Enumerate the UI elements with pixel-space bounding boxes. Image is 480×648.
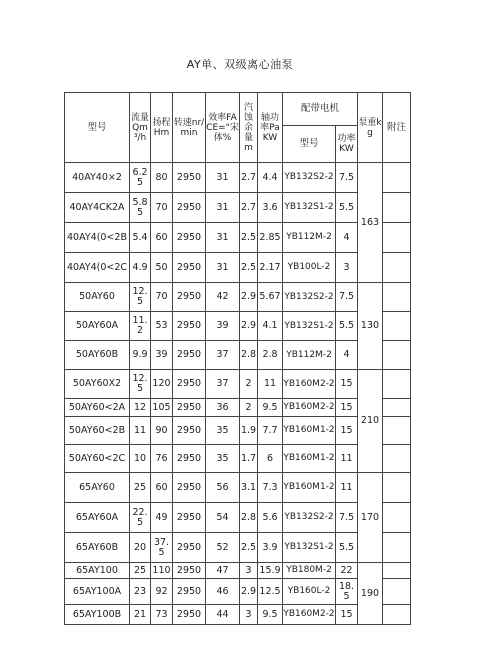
cell-head: 49 bbox=[151, 503, 173, 533]
cell-flow: 11.2 bbox=[130, 312, 151, 341]
cell-speed: 2950 bbox=[173, 445, 206, 473]
header-note: 附注 bbox=[383, 93, 411, 163]
table-row bbox=[65, 283, 411, 312]
cell-flow: 5.4 bbox=[130, 223, 151, 253]
table-row bbox=[65, 370, 411, 399]
cell-motor-power: 3 bbox=[336, 253, 358, 283]
cell-speed: 2950 bbox=[173, 605, 206, 625]
cell-motor-model: YB132S1-2 bbox=[283, 312, 336, 341]
cell-motor-power: 18.5 bbox=[336, 579, 358, 605]
cell-pump-weight: 130 bbox=[358, 283, 383, 370]
cell-motor-power: 15 bbox=[336, 605, 358, 625]
cell-flow: 25 bbox=[130, 563, 151, 579]
cell-note bbox=[383, 473, 411, 503]
cell-head: 90 bbox=[151, 417, 173, 445]
cell-head: 37.5 bbox=[151, 533, 173, 563]
cell-npsh: 2.9 bbox=[240, 283, 258, 312]
cell-shaft-power: 6 bbox=[258, 445, 283, 473]
cell-speed: 2950 bbox=[173, 533, 206, 563]
cell-model: 40AY4(0<2C bbox=[65, 253, 130, 283]
cell-shaft-power: 7.3 bbox=[258, 473, 283, 503]
cell-motor-model: YB112M-2 bbox=[283, 223, 336, 253]
cell-motor-power: 15 bbox=[336, 370, 358, 399]
cell-note bbox=[383, 579, 411, 605]
cell-flow: 10 bbox=[130, 445, 151, 473]
cell-npsh: 2.8 bbox=[240, 341, 258, 370]
cell-speed: 2950 bbox=[173, 473, 206, 503]
cell-motor-model: YB160M1-2 bbox=[283, 417, 336, 445]
header-pump-weight: 泵重kg bbox=[358, 93, 383, 163]
cell-flow: 5.85 bbox=[130, 193, 151, 223]
cell-efficiency: 36 bbox=[206, 399, 240, 417]
header-model: 型号 bbox=[65, 93, 130, 163]
cell-model: 50AY60<2B bbox=[65, 417, 130, 445]
cell-efficiency: 44 bbox=[206, 605, 240, 625]
cell-shaft-power: 3.9 bbox=[258, 533, 283, 563]
cell-model: 65AY100B bbox=[65, 605, 130, 625]
cell-shaft-power: 5.67 bbox=[258, 283, 283, 312]
cell-efficiency: 31 bbox=[206, 163, 240, 193]
cell-speed: 2950 bbox=[173, 370, 206, 399]
cell-npsh: 3 bbox=[240, 605, 258, 625]
cell-note bbox=[383, 533, 411, 563]
cell-head: 105 bbox=[151, 399, 173, 417]
cell-npsh: 2.5 bbox=[240, 253, 258, 283]
cell-motor-power: 5.5 bbox=[336, 193, 358, 223]
cell-note bbox=[383, 283, 411, 312]
cell-shaft-power: 11 bbox=[258, 370, 283, 399]
cell-model: 65AY60 bbox=[65, 473, 130, 503]
cell-npsh: 1.9 bbox=[240, 417, 258, 445]
cell-model: 65AY60B bbox=[65, 533, 130, 563]
cell-speed: 2950 bbox=[173, 399, 206, 417]
cell-motor-model: YB100L-2 bbox=[283, 253, 336, 283]
cell-note bbox=[383, 563, 411, 579]
cell-motor-power: 4 bbox=[336, 223, 358, 253]
cell-speed: 2950 bbox=[173, 312, 206, 341]
cell-efficiency: 31 bbox=[206, 223, 240, 253]
cell-npsh: 2.8 bbox=[240, 503, 258, 533]
cell-head: 39 bbox=[151, 341, 173, 370]
header-motor-power: 功率KW bbox=[336, 126, 358, 163]
cell-shaft-power: 7.7 bbox=[258, 417, 283, 445]
cell-head: 120 bbox=[151, 370, 173, 399]
cell-npsh: 2.5 bbox=[240, 223, 258, 253]
cell-shaft-power: 4.1 bbox=[258, 312, 283, 341]
cell-model: 50AY60X2 bbox=[65, 370, 130, 399]
header-efficiency: 效率FACE="宋体% bbox=[206, 93, 240, 163]
cell-head: 50 bbox=[151, 253, 173, 283]
cell-shaft-power: 4.4 bbox=[258, 163, 283, 193]
cell-motor-model: YB180M-2 bbox=[283, 563, 336, 579]
document-title: AY单、双级离心油泵 bbox=[186, 58, 294, 71]
cell-pump-weight: 210 bbox=[358, 370, 383, 473]
cell-flow: 12 bbox=[130, 399, 151, 417]
cell-shaft-power: 2.8 bbox=[258, 341, 283, 370]
cell-model: 40AY4(0<2B bbox=[65, 223, 130, 253]
cell-motor-power: 5.5 bbox=[336, 533, 358, 563]
header-motor-model: 型号 bbox=[283, 126, 336, 163]
cell-flow: 6.25 bbox=[130, 163, 151, 193]
cell-motor-model: YB132S2-2 bbox=[283, 283, 336, 312]
cell-motor-power: 11 bbox=[336, 473, 358, 503]
table-row bbox=[65, 563, 411, 579]
cell-motor-model: YB132S2-2 bbox=[283, 163, 336, 193]
cell-motor-power: 5.5 bbox=[336, 312, 358, 341]
cell-flow: 23 bbox=[130, 579, 151, 605]
cell-head: 60 bbox=[151, 223, 173, 253]
cell-shaft-power: 2.17 bbox=[258, 253, 283, 283]
cell-model: 50AY60 bbox=[65, 283, 130, 312]
cell-motor-power: 15 bbox=[336, 417, 358, 445]
cell-flow: 11 bbox=[130, 417, 151, 445]
header-head: 扬程Hm bbox=[151, 93, 173, 163]
cell-head: 73 bbox=[151, 605, 173, 625]
cell-motor-model: YB160L-2 bbox=[283, 579, 336, 605]
cell-head: 92 bbox=[151, 579, 173, 605]
cell-shaft-power: 12.5 bbox=[258, 579, 283, 605]
cell-npsh: 2.9 bbox=[240, 579, 258, 605]
cell-efficiency: 54 bbox=[206, 503, 240, 533]
header-npsh: 汽蚀余量m bbox=[240, 93, 258, 163]
cell-flow: 4.9 bbox=[130, 253, 151, 283]
cell-npsh: 3 bbox=[240, 563, 258, 579]
cell-motor-model: YB132S1-2 bbox=[283, 193, 336, 223]
cell-pump-weight: 163 bbox=[358, 163, 383, 283]
cell-pump-weight: 170 bbox=[358, 473, 383, 563]
cell-shaft-power: 9.5 bbox=[258, 605, 283, 625]
cell-head: 76 bbox=[151, 445, 173, 473]
cell-efficiency: 47 bbox=[206, 563, 240, 579]
cell-motor-power: 7.5 bbox=[336, 503, 358, 533]
cell-npsh: 3.1 bbox=[240, 473, 258, 503]
cell-efficiency: 39 bbox=[206, 312, 240, 341]
cell-motor-model: YB160M2-2 bbox=[283, 370, 336, 399]
cell-npsh: 2 bbox=[240, 399, 258, 417]
cell-motor-model: YB112M-2 bbox=[283, 341, 336, 370]
cell-shaft-power: 2.85 bbox=[258, 223, 283, 253]
cell-efficiency: 56 bbox=[206, 473, 240, 503]
cell-note bbox=[383, 312, 411, 341]
cell-model: 50AY60<2C bbox=[65, 445, 130, 473]
cell-speed: 2950 bbox=[173, 563, 206, 579]
cell-speed: 2950 bbox=[173, 579, 206, 605]
header-speed: 转速nr/min bbox=[173, 93, 206, 163]
cell-npsh: 1.7 bbox=[240, 445, 258, 473]
cell-motor-model: YB132S2-2 bbox=[283, 503, 336, 533]
cell-note bbox=[383, 223, 411, 253]
cell-model: 40AY40×2 bbox=[65, 163, 130, 193]
cell-efficiency: 31 bbox=[206, 193, 240, 223]
cell-speed: 2950 bbox=[173, 341, 206, 370]
cell-note bbox=[383, 605, 411, 625]
cell-model: 50AY60B bbox=[65, 341, 130, 370]
cell-pump-weight: 190 bbox=[358, 563, 383, 625]
cell-shaft-power: 3.6 bbox=[258, 193, 283, 223]
cell-speed: 2950 bbox=[173, 253, 206, 283]
cell-motor-model: YB160M2-2 bbox=[283, 399, 336, 417]
cell-speed: 2950 bbox=[173, 503, 206, 533]
cell-npsh: 2.5 bbox=[240, 533, 258, 563]
cell-speed: 2950 bbox=[173, 163, 206, 193]
cell-flow: 22.5 bbox=[130, 503, 151, 533]
cell-npsh: 2.9 bbox=[240, 312, 258, 341]
cell-flow: 20 bbox=[130, 533, 151, 563]
cell-motor-model: YB132S1-2 bbox=[283, 533, 336, 563]
cell-speed: 2950 bbox=[173, 223, 206, 253]
cell-note bbox=[383, 399, 411, 417]
cell-motor-model: YB160M1-2 bbox=[283, 445, 336, 473]
cell-speed: 2950 bbox=[173, 417, 206, 445]
cell-note bbox=[383, 417, 411, 445]
cell-flow: 21 bbox=[130, 605, 151, 625]
cell-note bbox=[383, 445, 411, 473]
cell-model: 40AY4CK2A bbox=[65, 193, 130, 223]
table-row bbox=[65, 163, 411, 193]
cell-motor-power: 15 bbox=[336, 399, 358, 417]
cell-efficiency: 37 bbox=[206, 370, 240, 399]
cell-efficiency: 35 bbox=[206, 417, 240, 445]
cell-flow: 9.9 bbox=[130, 341, 151, 370]
cell-efficiency: 31 bbox=[206, 253, 240, 283]
cell-speed: 2950 bbox=[173, 193, 206, 223]
cell-efficiency: 35 bbox=[206, 445, 240, 473]
cell-motor-power: 7.5 bbox=[336, 163, 358, 193]
cell-head: 70 bbox=[151, 193, 173, 223]
cell-model: 65AY100 bbox=[65, 563, 130, 579]
cell-note bbox=[383, 253, 411, 283]
table-row bbox=[65, 473, 411, 503]
cell-head: 70 bbox=[151, 283, 173, 312]
cell-motor-power: 11 bbox=[336, 445, 358, 473]
cell-head: 53 bbox=[151, 312, 173, 341]
cell-motor-model: YB160M2-2 bbox=[283, 605, 336, 625]
cell-note bbox=[383, 193, 411, 223]
cell-efficiency: 42 bbox=[206, 283, 240, 312]
cell-head: 110 bbox=[151, 563, 173, 579]
cell-speed: 2950 bbox=[173, 283, 206, 312]
cell-efficiency: 37 bbox=[206, 341, 240, 370]
cell-shaft-power: 5.6 bbox=[258, 503, 283, 533]
cell-head: 60 bbox=[151, 473, 173, 503]
pump-spec-table bbox=[64, 92, 411, 625]
cell-npsh: 2 bbox=[240, 370, 258, 399]
cell-note bbox=[383, 503, 411, 533]
cell-model: 50AY60A bbox=[65, 312, 130, 341]
cell-model: 65AY60A bbox=[65, 503, 130, 533]
cell-head: 80 bbox=[151, 163, 173, 193]
cell-motor-power: 22 bbox=[336, 563, 358, 579]
cell-model: 65AY100A bbox=[65, 579, 130, 605]
cell-npsh: 2.7 bbox=[240, 163, 258, 193]
cell-flow: 25 bbox=[130, 473, 151, 503]
cell-flow: 12.5 bbox=[130, 370, 151, 399]
header-flow: 流量Qm³/h bbox=[130, 93, 151, 163]
header-shaft-power: 轴功率PaKW bbox=[258, 93, 283, 163]
cell-motor-model: YB160M1-2 bbox=[283, 473, 336, 503]
header-motor-group: 配带电机 bbox=[283, 93, 358, 126]
cell-motor-power: 4 bbox=[336, 341, 358, 370]
cell-note bbox=[383, 370, 411, 399]
cell-efficiency: 46 bbox=[206, 579, 240, 605]
cell-model: 50AY60<2A bbox=[65, 399, 130, 417]
cell-note bbox=[383, 341, 411, 370]
cell-note bbox=[383, 163, 411, 193]
cell-motor-power: 7.5 bbox=[336, 283, 358, 312]
cell-npsh: 2.7 bbox=[240, 193, 258, 223]
cell-shaft-power: 15.9 bbox=[258, 563, 283, 579]
cell-efficiency: 52 bbox=[206, 533, 240, 563]
cell-flow: 12.5 bbox=[130, 283, 151, 312]
cell-shaft-power: 9.5 bbox=[258, 399, 283, 417]
